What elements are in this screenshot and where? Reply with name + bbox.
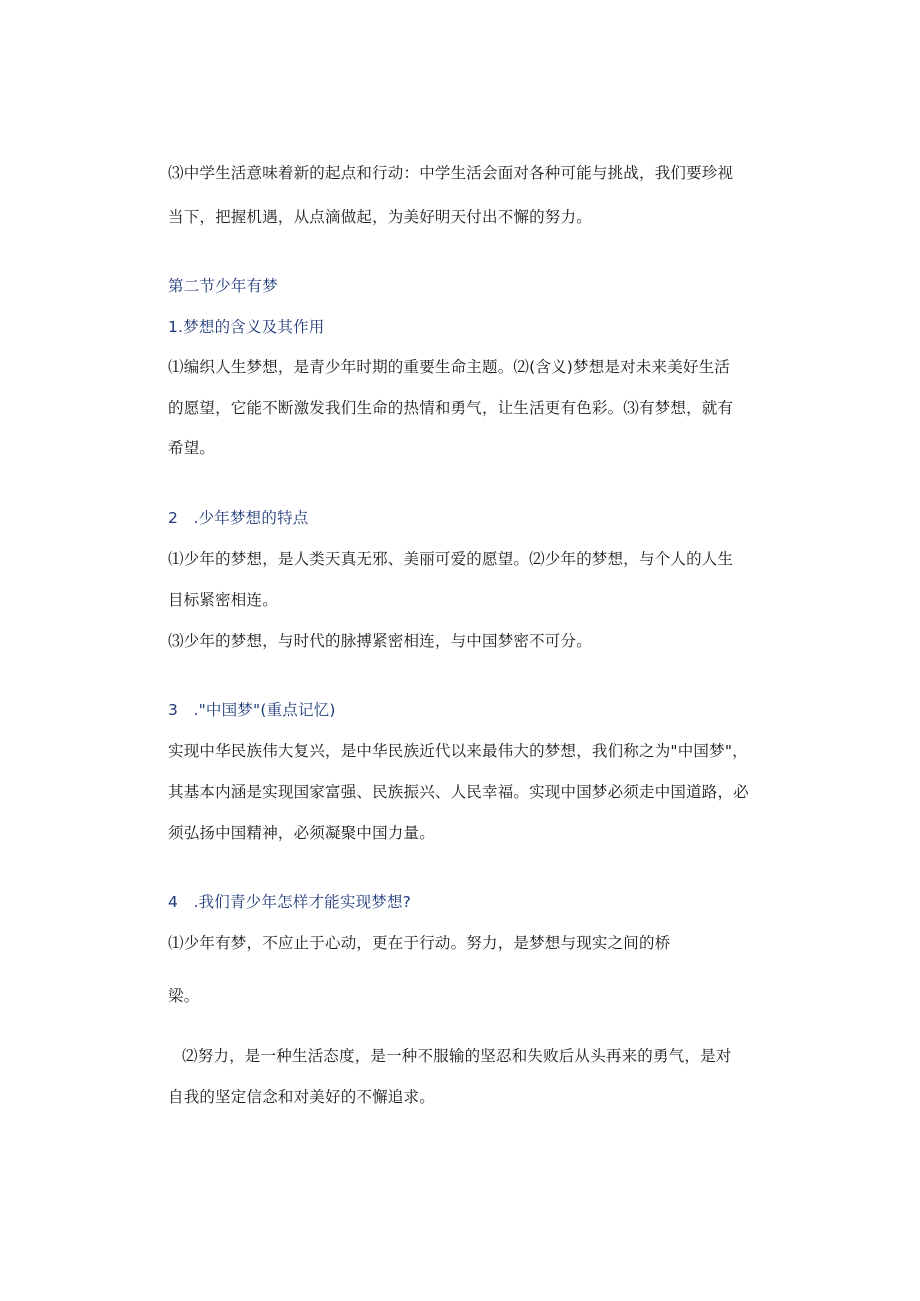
paragraph-line: ⑶少年的梦想，与时代的脉搏紧密相连，与中国梦密不可分。 (168, 632, 592, 650)
paragraph-line: 实现中华民族伟大复兴，是中华民族近代以来最伟大的梦想，我们称之为"中国梦"， (168, 742, 748, 760)
paragraph-line: ⑶中学生活意味着新的起点和行动：中学生活会面对各种可能与挑战，我们要珍视 (168, 164, 734, 182)
paragraph-line: 目标紧密相连。 (168, 591, 278, 609)
paragraph-line: 须弘扬中国精神，必须凝聚中国力量。 (168, 824, 435, 842)
subsection-heading: 2 .少年梦想的特点 (168, 509, 309, 527)
paragraph-line: ⑴少年的梦想，是人类天真无邪、美丽可爱的愿望。⑵少年的梦想，与个人的人生 (168, 550, 734, 568)
paragraph-line: ⑴少年有梦，不应止于心动，更在于行动。努力，是梦想与现实之间的桥 (168, 934, 671, 952)
paragraph-line: 其基本内涵是实现国家富强、民族振兴、人民幸福。实现中国梦必须走中国道路，必 (168, 783, 749, 801)
paragraph-line: 自我的坚定信念和对美好的不懈追求。 (168, 1088, 435, 1106)
paragraph-line: 希望。 (168, 439, 216, 457)
subsection-heading: 4 .我们青少年怎样才能实现梦想? (168, 893, 412, 911)
paragraph-line: ⑴编织人生梦想，是青少年时期的重要生命主题。⑵(含义)梦想是对未来美好生活 (168, 358, 730, 376)
paragraph-line: 梁。 (168, 987, 200, 1005)
paragraph-line: 的愿望，它能不断激发我们生命的热情和勇气，让生活更有色彩。⑶有梦想，就有 (168, 399, 734, 417)
subsection-heading: 1.梦想的含义及其作用 (168, 318, 325, 336)
paragraph-line: ⑵努力，是一种生活态度，是一种不服输的坚忍和失败后从头再来的勇气，是对 (182, 1047, 732, 1065)
paragraph-line: 当下，把握机遇，从点滴做起，为美好明天付出不懈的努力。 (168, 208, 592, 226)
subsection-heading: 3 ."中国梦"(重点记忆) (168, 701, 336, 719)
section-heading: 第二节少年有梦 (168, 277, 278, 295)
